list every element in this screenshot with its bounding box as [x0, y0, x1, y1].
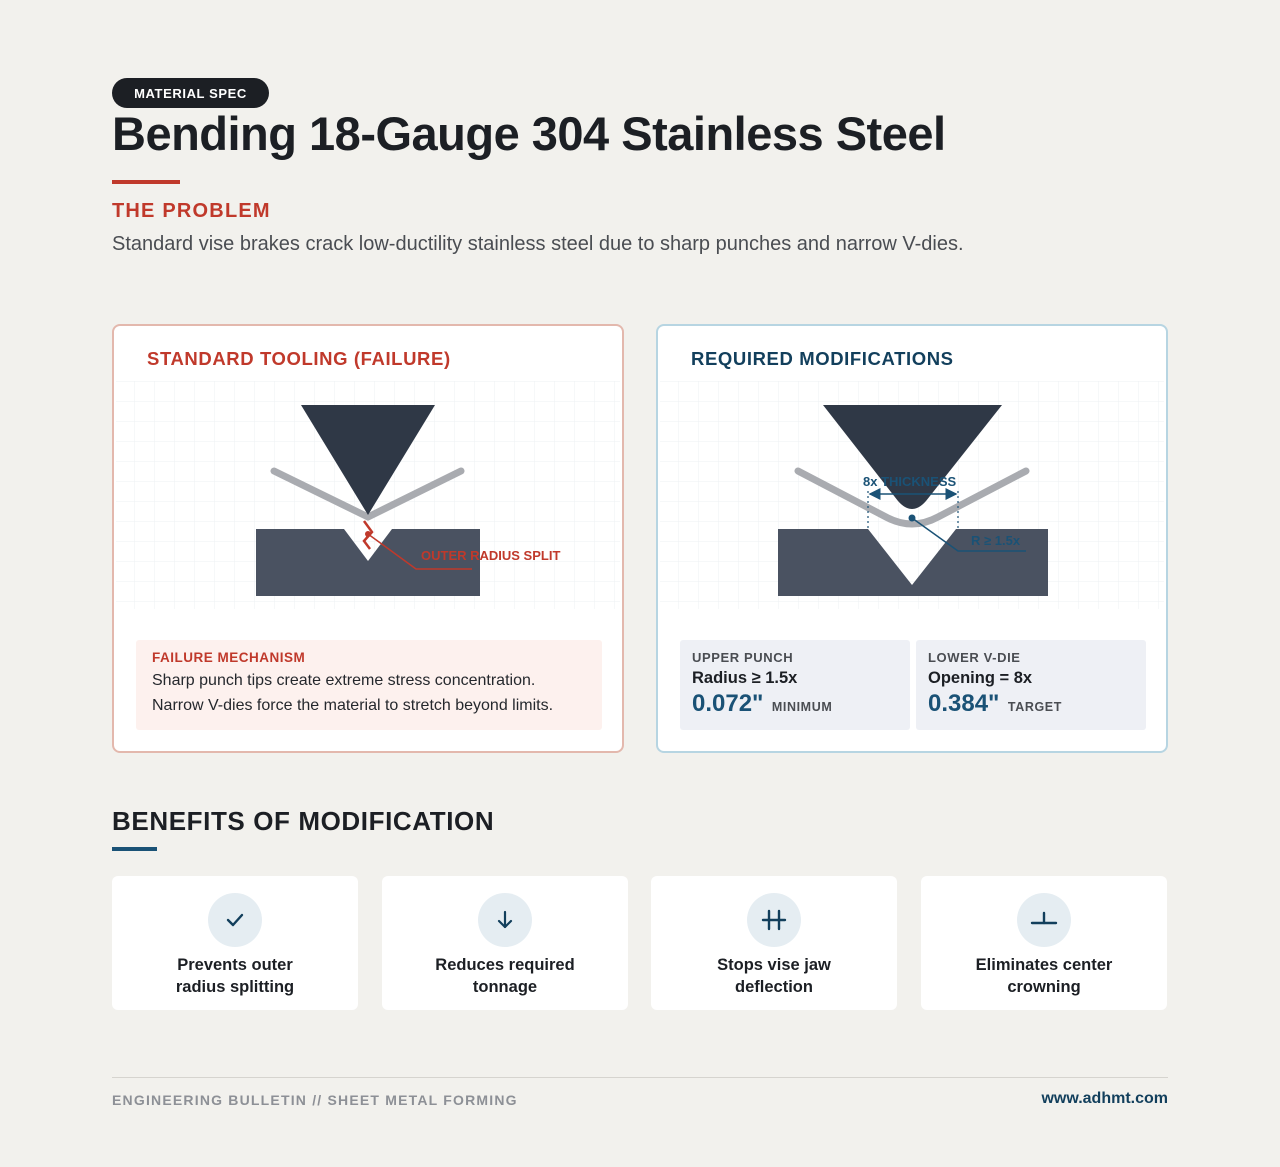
spec-value: 0.384" — [928, 690, 1000, 717]
required-modifications-title: REQUIRED MODIFICATIONS — [691, 348, 954, 369]
benefit-text: radius splitting — [175, 978, 295, 996]
benefit-card-deflection — [651, 876, 897, 1010]
failure-mechanism-line: Sharp punch tips create extreme stress concentration. — [152, 672, 536, 689]
benefits-heading: BENEFITS OF MODIFICATION — [112, 806, 495, 836]
benefits-accent-rule — [112, 847, 157, 851]
parallel-bars-icon — [747, 893, 801, 947]
check-icon — [208, 893, 262, 947]
benefit-text: Eliminates center — [975, 956, 1113, 974]
spec-label: LOWER V-DIE — [928, 650, 1021, 665]
benefit-text: crowning — [1007, 978, 1081, 996]
benefit-card-tonnage — [382, 876, 628, 1010]
failure-mechanism-label: FAILURE MECHANISM — [152, 650, 306, 665]
lower-v-die-spec — [916, 640, 1146, 730]
footer-bulletin-label: ENGINEERING BULLETIN // SHEET METAL FORMING — [112, 1092, 518, 1108]
standard-tooling-title: STANDARD TOOLING (FAILURE) — [147, 348, 451, 369]
footer-website-link[interactable]: www.adhmt.com — [1041, 1090, 1168, 1107]
outer-radius-split-label: OUTER RADIUS SPLIT — [421, 548, 561, 563]
spec-qualifier: TARGET — [1007, 700, 1062, 714]
modification-diagram — [658, 381, 1166, 616]
spec-qualifier: MINIMUM — [771, 700, 833, 714]
standard-tooling-card — [112, 324, 624, 753]
benefit-text: Stops vise jaw — [717, 956, 831, 974]
benefit-card-crowning — [921, 876, 1167, 1010]
benefit-text: Reduces required — [435, 956, 575, 974]
flat-base-icon — [1017, 893, 1071, 947]
problem-heading: THE PROBLEM — [112, 200, 271, 222]
failure-diagram — [114, 381, 622, 616]
required-modifications-card — [656, 324, 1168, 753]
thickness-width-label: 8x THICKNESS — [863, 474, 957, 489]
problem-text: Standard vise brakes crack low-ductility stainless steel due to sharp punches and narrow V-dies. — [112, 233, 964, 255]
spec-requirement: Radius ≥ 1.5x — [692, 669, 798, 687]
failure-mechanism-line: Narrow V-dies force the material to stretch beyond limits. — [152, 697, 554, 714]
title-accent-rule — [112, 180, 180, 184]
radius-label: R ≥ 1.5x — [971, 533, 1021, 548]
benefit-text: deflection — [735, 978, 813, 996]
spec-label: UPPER PUNCH — [692, 650, 794, 665]
footer-divider — [112, 1077, 1168, 1078]
benefit-text: tonnage — [472, 978, 538, 996]
benefit-card-outer-radius — [112, 876, 358, 1010]
material-spec-badge: MATERIAL SPEC — [112, 78, 269, 108]
upper-punch-spec — [680, 640, 910, 730]
arrow-down-icon — [478, 893, 532, 947]
failure-mechanism-box — [136, 640, 602, 730]
page-title: Bending 18-Gauge 304 Stainless Steel — [112, 107, 946, 160]
benefit-text: Prevents outer — [177, 956, 293, 974]
spec-requirement: Opening = 8x — [928, 669, 1033, 687]
spec-value: 0.072" — [692, 690, 764, 717]
